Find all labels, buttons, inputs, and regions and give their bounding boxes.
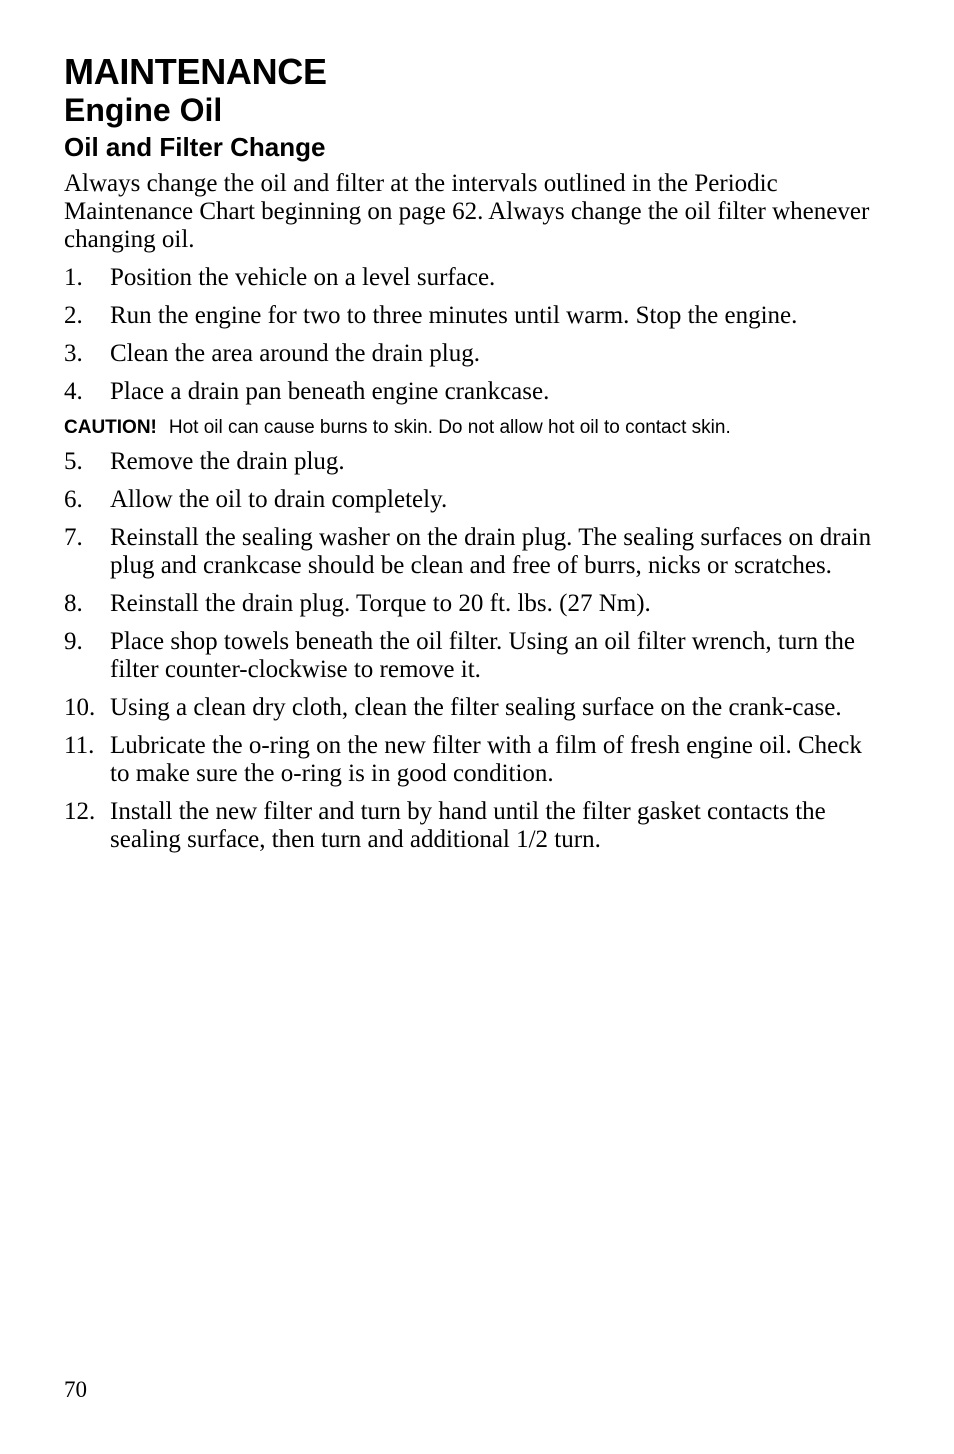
page-content bbox=[64, 52, 874, 864]
step-number: 11. bbox=[64, 732, 95, 759]
step-number: 6. bbox=[64, 486, 83, 513]
step-item bbox=[64, 732, 874, 788]
step-item bbox=[64, 264, 874, 292]
step-number: 12. bbox=[64, 798, 96, 825]
step-item bbox=[64, 590, 874, 618]
subsection-title: Engine Oil bbox=[64, 92, 223, 128]
step-text: Remove the drain plug. bbox=[110, 448, 345, 475]
page-number: 70 bbox=[64, 1377, 87, 1402]
step-text: Clean the area around the drain plug. bbox=[110, 340, 480, 367]
step-number: 10. bbox=[64, 694, 96, 721]
step-item bbox=[64, 486, 874, 514]
step-item bbox=[64, 524, 874, 580]
step-text: Allow the oil to drain completely. bbox=[110, 486, 448, 513]
step-number: 8. bbox=[64, 590, 83, 617]
step-item bbox=[64, 694, 874, 722]
step-text: Lubricate the o-ring on the new filter with a film of fresh engine oil. Check to make sure the o-ring is in good condition. bbox=[110, 732, 862, 787]
step-number: 2. bbox=[64, 302, 83, 329]
step-number: 1. bbox=[64, 264, 83, 291]
step-text: Using a clean dry cloth, clean the filter sealing surface on the crank-case. bbox=[110, 694, 842, 721]
step-text: Install the new filter and turn by hand until the filter gasket contacts the sealing surface, then turn and additional 1/2 turn. bbox=[110, 798, 826, 853]
section-title: MAINTENANCE bbox=[64, 51, 327, 92]
caution-label: CAUTION! bbox=[64, 417, 157, 438]
step-text: Reinstall the drain plug. Torque to 20 ft. lbs. (27 Nm). bbox=[110, 590, 651, 617]
intro-paragraph: Always change the oil and filter at the intervals outlined in the Periodic Maintenance Chart beginning on page 62. Always change the oil filter whenever changing oil. bbox=[64, 170, 870, 253]
step-text: Place a drain pan beneath engine crankcase. bbox=[110, 378, 550, 405]
steps-list-a bbox=[64, 264, 874, 406]
step-item bbox=[64, 798, 874, 854]
caution-text: Hot oil can cause burns to skin. Do not allow hot oil to contact skin. bbox=[168, 417, 731, 438]
step-text: Position the vehicle on a level surface. bbox=[110, 264, 496, 291]
caution-note bbox=[64, 416, 874, 440]
topic-title: Oil and Filter Change bbox=[64, 132, 326, 162]
step-item bbox=[64, 340, 874, 368]
step-item bbox=[64, 448, 874, 476]
step-number: 4. bbox=[64, 378, 83, 405]
step-number: 3. bbox=[64, 340, 83, 367]
step-number: 7. bbox=[64, 524, 83, 551]
step-item bbox=[64, 378, 874, 406]
step-text: Run the engine for two to three minutes until warm. Stop the engine. bbox=[110, 302, 798, 329]
steps-list-b bbox=[64, 448, 874, 854]
step-item bbox=[64, 302, 874, 330]
step-item bbox=[64, 628, 874, 684]
step-text: Place shop towels beneath the oil filter. Using an oil filter wrench, turn the filter counter-clockwise to remove it. bbox=[110, 628, 855, 683]
step-text: Reinstall the sealing washer on the drain plug. The sealing surfaces on drain plug and crankcase should be clean and free of burrs, nicks or scratches. bbox=[110, 524, 872, 579]
step-number: 9. bbox=[64, 628, 83, 655]
step-number: 5. bbox=[64, 448, 83, 475]
